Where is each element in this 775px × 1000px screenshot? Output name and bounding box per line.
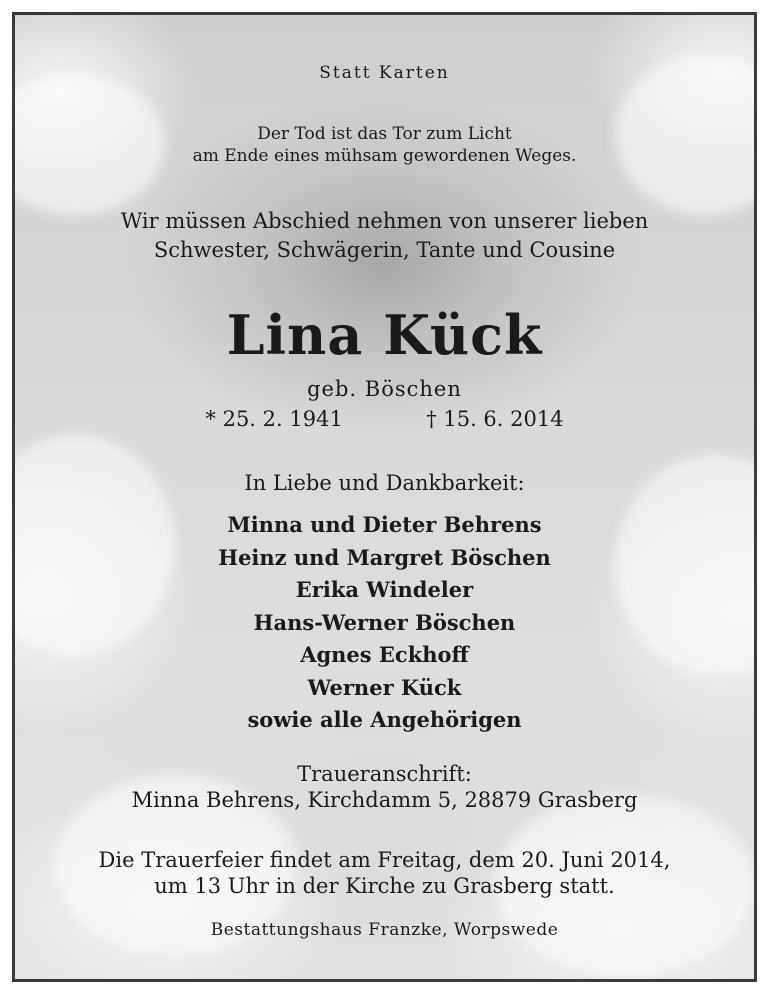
quote-line-2: am Ende eines mühsam gewordenen Weges. (192, 146, 577, 166)
address-value: Minna Behrens, Kirchdamm 5, 28879 Grasberg (131, 788, 638, 812)
address-label: Traueranschrift: (297, 762, 472, 786)
dates-row (15, 407, 754, 431)
intro-line-1: Wir müssen Abschied nehmen von unserer lieben (120, 209, 649, 233)
mourner-item: Heinz und Margret Böschen (218, 544, 551, 570)
death-date: † 15. 6. 2014 (426, 407, 564, 431)
birth-date: * 25. 2. 1941 (205, 407, 343, 431)
quote-block (15, 123, 754, 167)
mourners-list (15, 509, 754, 737)
intro-block (15, 207, 754, 265)
mourner-item: Hans-Werner Böschen (253, 609, 516, 635)
maiden-name: geb. Böschen (307, 377, 462, 401)
address-block (15, 761, 754, 813)
funeral-home: Bestattungshaus Franzke, Worpswede (210, 920, 559, 940)
quote-line-1: Der Tod ist das Tor zum Licht (257, 124, 512, 144)
ceremony-line-1: Die Trauerfeier findet am Freitag, dem 20. Juni 2014, (98, 848, 671, 872)
deceased-name: Lina Kück (226, 303, 543, 367)
header-text: Statt Karten (319, 63, 450, 83)
intro-line-2: Schwester, Schwägerin, Tante und Cousine (153, 238, 616, 262)
ceremony-line-2: um 13 Uhr in der Kirche zu Grasberg statt. (154, 874, 615, 898)
ceremony-block (15, 847, 754, 899)
mourner-item: Agnes Eckhoff (300, 642, 469, 667)
thanks-line: In Liebe und Dankbarkeit: (244, 471, 525, 495)
mourner-item: sowie alle Angehörigen (247, 707, 522, 732)
mourner-item: Minna und Dieter Behrens (227, 512, 542, 537)
mourner-item: Erika Windeler (295, 577, 474, 602)
obituary-card (12, 12, 757, 982)
header-statt-karten (15, 63, 754, 83)
mourner-item: Werner Kück (307, 674, 462, 700)
